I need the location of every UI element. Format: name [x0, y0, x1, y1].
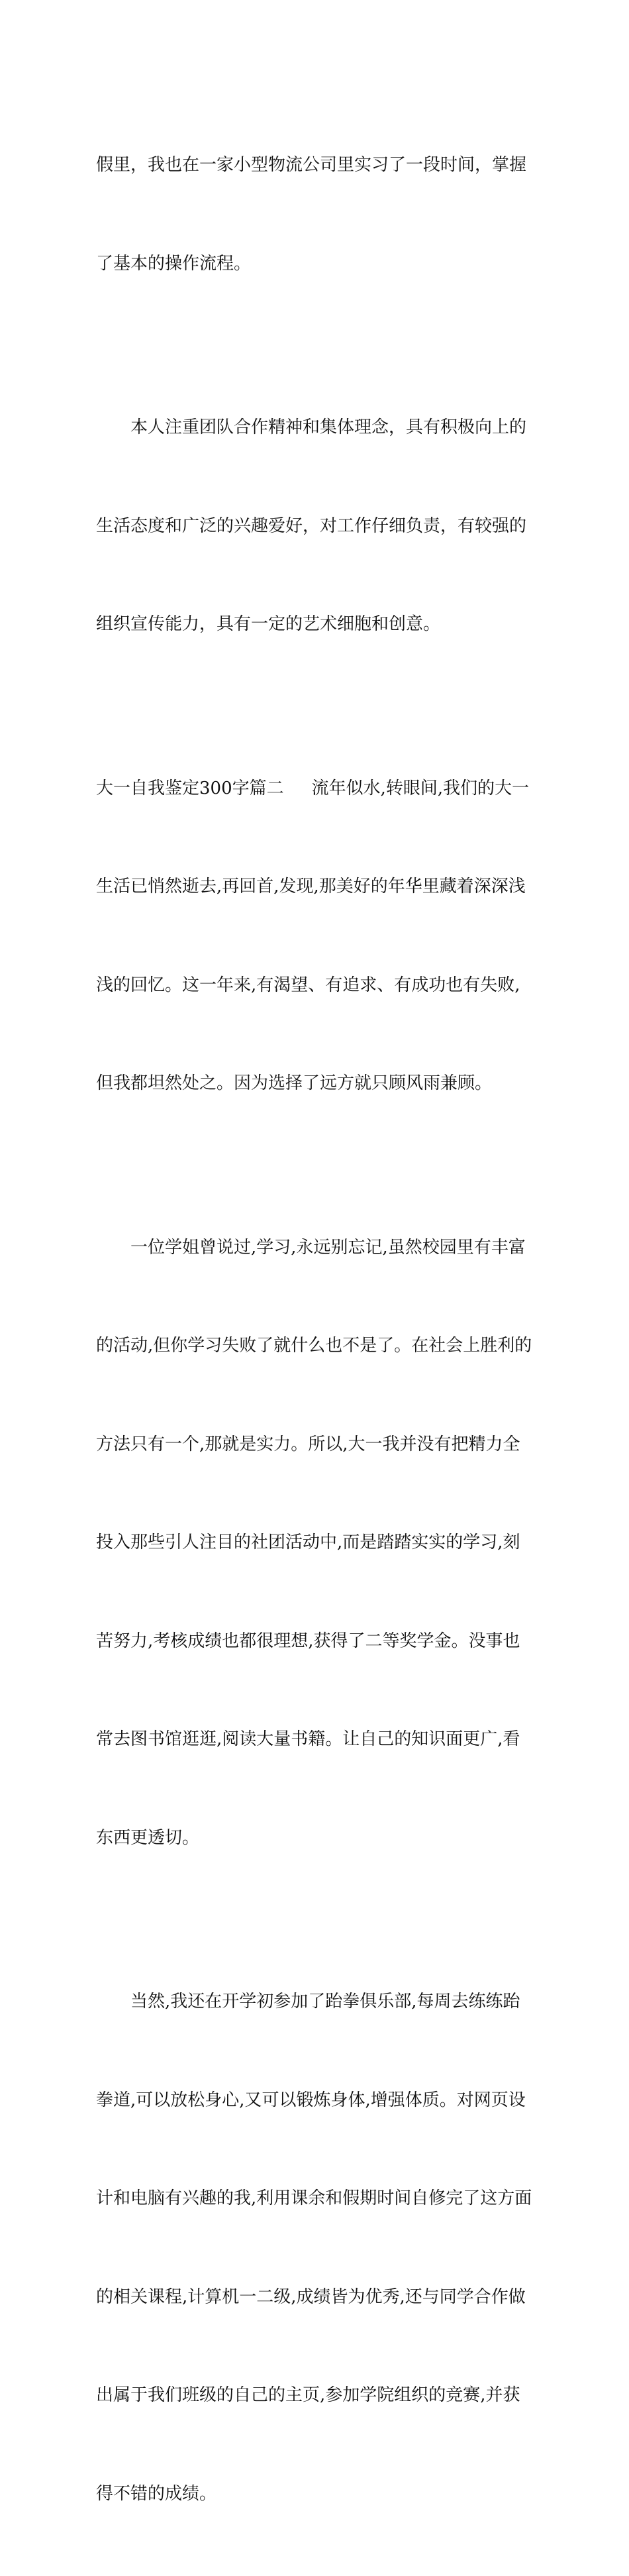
text-line: 方法只有一个,那就是实力。所以,大一我并没有把精力全	[96, 1434, 520, 1454]
text-line: 的活动,但你学习失败了就什么也不是了。在社会上胜利的	[96, 1336, 532, 1356]
paragraph-1	[96, 83, 536, 346]
text-line: 生活态度和广泛的兴趣爱好，对工作仔细负责，有较强的	[96, 515, 527, 536]
text-line: 组织宣传能力，具有一定的艺术细胞和创意。	[96, 614, 441, 634]
paragraph-2	[96, 346, 536, 707]
text-line: 出属于我们班级的自己的主页,参加学院组织的竞赛,并获	[96, 2385, 520, 2405]
text-line: 的相关课程,计算机一二级,成绩皆为优秀,还与同学合作做	[96, 2286, 526, 2307]
text-line: 一位学姐曾说过,学习,永远别忘记,虽然校园里有丰富	[130, 1237, 526, 1258]
text-line: 假里，我也在一家小型物流公司里实习了一段时间，掌握	[96, 155, 527, 175]
section-heading: 大一自我鉴定300字篇二	[96, 778, 284, 798]
text-line: 东西更透切。	[96, 1827, 200, 1848]
heading-line	[96, 773, 536, 806]
text-line: 常去图书馆逛逛,阅读大量书籍。让自己的知识面更广,看	[96, 1729, 520, 1749]
text-line: 得不错的成绩。	[96, 2483, 217, 2504]
text-line: 投入那些引人注目的社团活动中,而是踏踏实实的学习,刻	[96, 1532, 520, 1552]
paragraph-4	[96, 1166, 536, 1921]
document-body	[96, 83, 536, 2576]
text-line: 浅的回忆。这一年来,有渴望、有追求、有成功也有失败,	[96, 975, 520, 995]
text-line: 拳道,可以放松身心,又可以锻炼身体,增强体质。对网页设	[96, 2090, 526, 2110]
text-line: 本人注重团队合作精神和集体理念，具有积极向上的	[130, 417, 527, 437]
text-line: 生活已悄然逝去,再回首,发现,那美好的年华里藏着深深浅	[96, 877, 526, 896]
text-line: 计和电脑有兴趣的我,利用课余和假期时间自修完了这方面	[96, 2188, 532, 2208]
text-line: 但我都坦然处之。因为选择了远方就只顾风雨兼顾。	[96, 1073, 493, 1093]
text-line: 当然,我还在开学初参加了跆拳俱乐部,每周去练练跆	[130, 1992, 520, 2012]
text-line: 了基本的操作流程。	[96, 253, 252, 274]
text-line-continuation: 流年似水,转眼间,我们的大一	[311, 778, 530, 798]
text-line: 苦努力,考核成绩也都很理想,获得了二等奖学金。没事也	[96, 1631, 520, 1651]
paragraph-3	[96, 707, 536, 1166]
paragraph-5	[96, 1920, 536, 2576]
